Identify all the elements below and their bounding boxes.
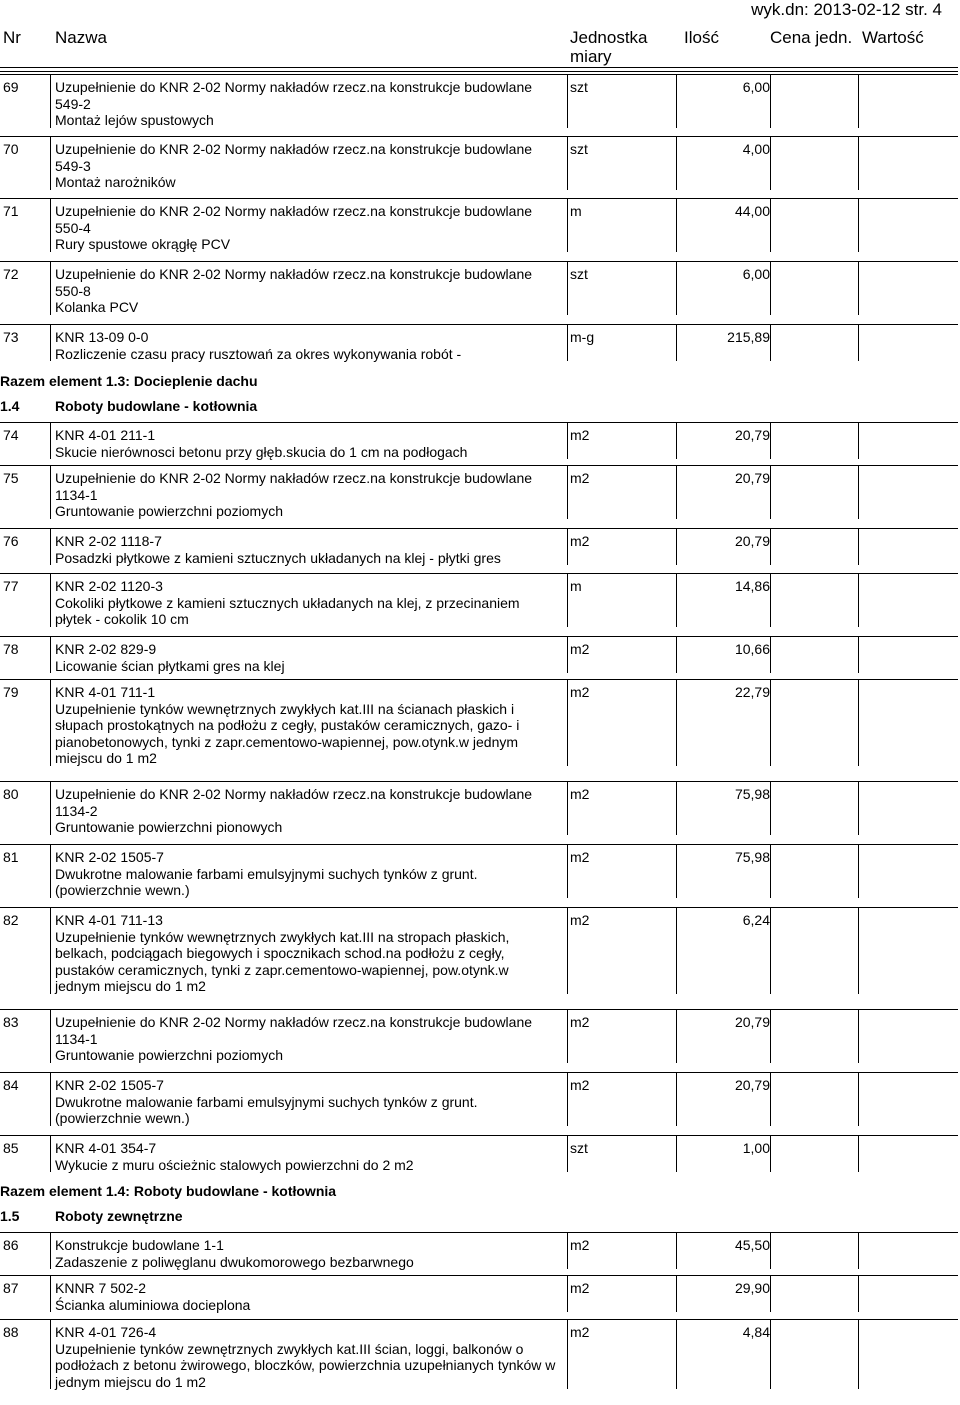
row-quantity: 215,89: [727, 329, 770, 345]
qty-separator: [770, 198, 771, 252]
row-rule: [0, 1275, 958, 1276]
description-line: 550-8: [55, 282, 91, 299]
description-line: płytek - cokolik 10 cm: [55, 611, 189, 627]
description-line: pustaków ceramicznych, tynki z zapr.cementowo-wapiennej, pow.otynk.w: [55, 961, 509, 978]
name-separator: [567, 1232, 568, 1269]
qty-separator: [770, 528, 771, 565]
row-quantity: 45,50: [734, 1237, 770, 1253]
row-unit: szt: [570, 79, 588, 95]
row-quantity: 4,84: [742, 1324, 770, 1340]
section-number: 1.4: [0, 398, 20, 414]
row-description: [55, 470, 570, 520]
qty-separator: [770, 1275, 771, 1312]
description-line: Dwukrotne malowanie farbami emulsyjnymi suchych tynków z grunt.: [55, 865, 478, 882]
row-rule: [0, 636, 958, 637]
price-separator: [858, 1275, 859, 1312]
row-description: [55, 533, 570, 566]
description-line: miejscu do 1 m2: [55, 750, 157, 766]
description-line: Licowanie ścian płytkami gres na klej: [55, 657, 285, 674]
price-separator: [858, 636, 859, 673]
description-line: Cokoliki płytkowe z kamieni sztucznych układanych na klej, z przecinaniem: [55, 594, 520, 611]
qty-separator: [770, 1232, 771, 1269]
price-separator: [858, 1135, 859, 1172]
row-nr: 73: [3, 329, 19, 345]
row-unit: m2: [570, 470, 590, 486]
row-nr: 85: [3, 1140, 19, 1156]
name-separator: [567, 1319, 568, 1389]
description-line: Uzupełnienie tynków wewnętrznych zwykłych kat.III na stropach płaskich,: [55, 928, 510, 945]
row-description: [55, 1237, 570, 1270]
name-separator: [567, 844, 568, 898]
section-text: Razem element 1.3: Docieplenie dachu: [0, 373, 258, 389]
section-text: Roboty budowlane - kotłownia: [55, 398, 258, 414]
section-heading: [0, 398, 257, 414]
row-nr: 82: [3, 912, 19, 928]
description-line: Gruntowanie powierzchni poziomych: [55, 1047, 283, 1063]
row-rule: [0, 324, 958, 325]
unit-separator: [676, 198, 677, 252]
description-line: Rozliczenie czasu pracy rusztowań za okres wykonywania robót -: [55, 345, 462, 362]
row-nr: 86: [3, 1237, 19, 1253]
description-line: (powierzchnie wewn.): [55, 882, 190, 898]
row-rule: [0, 1072, 958, 1073]
row-quantity: 29,90: [734, 1280, 770, 1296]
row-description: [55, 79, 570, 129]
row-unit: m: [570, 578, 582, 594]
row-rule: [0, 198, 958, 199]
description-line: belkach, podciągach biegowych i spocznikach schod.na podłożu z cegły,: [55, 945, 505, 961]
name-separator: [567, 907, 568, 994]
row-rule: [0, 844, 958, 845]
name-separator: [567, 528, 568, 565]
nr-separator: [50, 324, 51, 361]
row-rule: [0, 1009, 958, 1010]
name-separator: [567, 1009, 568, 1063]
row-quantity: 20,79: [734, 1077, 770, 1093]
qty-separator: [770, 573, 771, 627]
row-rule: [0, 1319, 958, 1320]
unit-separator: [676, 1319, 677, 1389]
description-line: słupach prostokątnych na podłożu z cegły, pustaków ceramicznych, gazo- i: [55, 717, 520, 733]
row-description: [55, 1324, 570, 1390]
unit-separator: [676, 1232, 677, 1269]
col-wartosc: Wartość: [862, 28, 924, 47]
qty-separator: [770, 679, 771, 766]
nr-separator: [50, 781, 51, 835]
unit-separator: [676, 528, 677, 565]
nr-separator: [50, 573, 51, 627]
row-unit: m2: [570, 1077, 590, 1093]
description-line: Gruntowanie powierzchni poziomych: [55, 503, 283, 519]
row-nr: 84: [3, 1077, 19, 1093]
description-line: KNR 13-09 0-0: [55, 329, 149, 345]
unit-separator: [676, 636, 677, 673]
description-line: Montaż narożników: [55, 174, 176, 190]
row-quantity: 6,00: [742, 79, 770, 95]
row-nr: 71: [3, 203, 19, 219]
name-separator: [567, 261, 568, 315]
description-line: Montaż lejów spustowych: [55, 112, 214, 128]
price-separator: [858, 74, 859, 128]
row-quantity: 6,24: [742, 912, 770, 928]
price-separator: [858, 679, 859, 766]
section-number: 1.5: [0, 1208, 20, 1224]
unit-separator: [676, 1009, 677, 1063]
description-line: Uzupełnienie do KNR 2-02 Normy nakładów rzecz.na konstrukcje budowlane: [55, 1014, 533, 1030]
description-line: Ścianka aluminiowa docieplona: [55, 1296, 251, 1313]
row-description: [55, 329, 570, 362]
col-nazwa: Nazwa: [55, 28, 107, 47]
row-nr: 77: [3, 578, 19, 594]
price-separator: [858, 1072, 859, 1126]
row-nr: 87: [3, 1280, 19, 1296]
row-description: [55, 1077, 570, 1127]
price-separator: [858, 422, 859, 459]
section-text: Roboty zewnętrzne: [55, 1208, 183, 1224]
name-separator: [567, 636, 568, 673]
qty-separator: [770, 1135, 771, 1172]
description-line: (powierzchnie wewn.): [55, 1110, 190, 1126]
qty-separator: [770, 1319, 771, 1389]
description-line: Dwukrotne malowanie farbami emulsyjnymi suchych tynków z grunt.: [55, 1093, 478, 1110]
nr-separator: [50, 907, 51, 994]
description-line: KNR 2-02 1118-7: [55, 533, 162, 549]
name-separator: [567, 74, 568, 128]
row-unit: szt: [570, 141, 588, 157]
price-separator: [858, 261, 859, 315]
nr-separator: [50, 198, 51, 252]
row-quantity: 75,98: [734, 786, 770, 802]
description-line: KNR 2-02 1505-7: [55, 849, 164, 865]
row-unit: m2: [570, 1324, 590, 1340]
description-line: KNR 2-02 1505-7: [55, 1077, 164, 1093]
description-line: Rury spustowe okrągłę PCV: [55, 236, 231, 252]
row-nr: 70: [3, 141, 19, 157]
price-separator: [858, 1319, 859, 1389]
nr-separator: [50, 136, 51, 190]
unit-separator: [676, 907, 677, 994]
description-line: Gruntowanie powierzchni pionowych: [55, 819, 283, 835]
row-rule: [0, 465, 958, 466]
unit-separator: [676, 1072, 677, 1126]
description-line: 1134-2: [55, 802, 98, 819]
price-separator: [858, 198, 859, 252]
row-unit: m: [570, 203, 582, 219]
row-unit: m2: [570, 684, 590, 700]
name-separator: [567, 465, 568, 519]
unit-separator: [676, 324, 677, 361]
price-separator: [858, 844, 859, 898]
row-description: [55, 641, 570, 674]
unit-separator: [676, 136, 677, 190]
description-line: Uzupełnienie tynków wewnętrznych zwykłych kat.III na ścianach płaskich i: [55, 700, 515, 717]
description-line: Kolanka PCV: [55, 299, 139, 315]
col-nr: Nr: [3, 28, 21, 47]
description-line: podłożach z betonu żwirowego, bloczków, powierzchnia uzupełnianych tynków w: [55, 1357, 556, 1373]
nr-separator: [50, 1232, 51, 1269]
unit-separator: [676, 573, 677, 627]
row-rule: [0, 781, 958, 782]
name-separator: [567, 781, 568, 835]
description-line: Wykucie z muru ościeżnic stalowych powierzchni do 2 m2: [55, 1156, 414, 1173]
row-unit: m2: [570, 641, 590, 657]
row-rule: [0, 528, 958, 529]
description-line: KNR 2-02 829-9: [55, 641, 157, 657]
description-line: jednym miejscu do 1 m2: [55, 978, 206, 994]
description-line: Konstrukcje budowlane 1-1: [55, 1237, 224, 1253]
name-separator: [567, 679, 568, 766]
row-description: [55, 786, 570, 836]
qty-separator: [770, 844, 771, 898]
row-nr: 80: [3, 786, 19, 802]
description-line: 549-3: [55, 157, 91, 174]
row-rule: [0, 136, 958, 137]
row-nr: 74: [3, 427, 19, 443]
unit-separator: [676, 844, 677, 898]
unit-separator: [676, 465, 677, 519]
row-quantity: 22,79: [734, 684, 770, 700]
description-line: Posadzki płytkowe z kamieni sztucznych układanych na klej - płytki gres: [55, 549, 501, 566]
row-unit: m2: [570, 1237, 590, 1253]
description-line: Uzupełnienie do KNR 2-02 Normy nakładów rzecz.na konstrukcje budowlane: [55, 203, 533, 219]
nr-separator: [50, 465, 51, 519]
row-rule: [0, 261, 958, 262]
nr-separator: [50, 1275, 51, 1312]
description-line: jednym miejscu do 1 m2: [55, 1373, 206, 1390]
row-nr: 78: [3, 641, 19, 657]
row-unit: m2: [570, 849, 590, 865]
name-separator: [567, 1275, 568, 1312]
price-separator: [858, 465, 859, 519]
nr-separator: [50, 528, 51, 565]
row-unit: m2: [570, 427, 590, 443]
section-heading: [0, 1208, 183, 1224]
description-line: 549-2: [55, 95, 91, 112]
price-separator: [858, 573, 859, 627]
row-description: [55, 578, 570, 628]
row-rule: [0, 1232, 958, 1233]
row-description: [55, 427, 570, 460]
qty-separator: [770, 74, 771, 128]
row-description: [55, 1280, 570, 1313]
row-quantity: 14,86: [734, 578, 770, 594]
description-line: KNR 4-01 211-1: [55, 427, 156, 443]
nr-separator: [50, 679, 51, 766]
row-rule: [0, 573, 958, 574]
row-unit: m2: [570, 1280, 590, 1296]
name-separator: [567, 573, 568, 627]
row-rule: [0, 679, 958, 680]
qty-separator: [770, 422, 771, 459]
nr-separator: [50, 1319, 51, 1389]
name-separator: [567, 1072, 568, 1126]
nr-separator: [50, 261, 51, 315]
name-separator: [567, 324, 568, 361]
header-rule-2: [0, 71, 958, 72]
row-unit: m2: [570, 533, 590, 549]
row-description: [55, 912, 570, 995]
row-rule: [0, 74, 958, 75]
row-quantity: 10,66: [734, 641, 770, 657]
nr-separator: [50, 844, 51, 898]
description-line: Uzupełnienie tynków zewnętrznych zwykłych kat.III ścian, loggi, balkonów o: [55, 1340, 524, 1357]
row-description: [55, 266, 570, 316]
section-total: [0, 1183, 336, 1199]
row-nr: 69: [3, 79, 19, 95]
qty-separator: [770, 465, 771, 519]
qty-separator: [770, 324, 771, 361]
nr-separator: [50, 1135, 51, 1172]
description-line: Uzupełnienie do KNR 2-02 Normy nakładów rzecz.na konstrukcje budowlane: [55, 470, 533, 486]
unit-separator: [676, 422, 677, 459]
row-description: [55, 1014, 570, 1064]
row-quantity: 6,00: [742, 266, 770, 282]
row-quantity: 20,79: [734, 1014, 770, 1030]
description-line: KNR 2-02 1120-3: [55, 578, 163, 594]
row-unit: m2: [570, 1014, 590, 1030]
col-ilosc: Ilość: [684, 28, 719, 47]
row-description: [55, 684, 570, 767]
name-separator: [567, 422, 568, 459]
row-description: [55, 203, 570, 253]
price-separator: [858, 1009, 859, 1063]
nr-separator: [50, 1009, 51, 1063]
description-line: Uzupełnienie do KNR 2-02 Normy nakładów rzecz.na konstrukcje budowlane: [55, 786, 533, 802]
row-nr: 76: [3, 533, 19, 549]
row-quantity: 75,98: [734, 849, 770, 865]
nr-separator: [50, 422, 51, 459]
description-line: KNR 4-01 711-13: [55, 912, 163, 928]
name-separator: [567, 198, 568, 252]
unit-separator: [676, 1275, 677, 1312]
description-line: 550-4: [55, 219, 91, 236]
unit-separator: [676, 74, 677, 128]
header-rule: [0, 67, 958, 68]
unit-separator: [676, 1135, 677, 1172]
row-unit: m2: [570, 912, 590, 928]
nr-separator: [50, 74, 51, 128]
description-line: pianobetonowych, tynki z zapr.cementowo-wapiennej, pow.otynk.w jednym: [55, 733, 519, 750]
qty-separator: [770, 1009, 771, 1063]
col-jednostka: Jednostka miary: [570, 28, 648, 66]
description-line: Uzupełnienie do KNR 2-02 Normy nakładów rzecz.na konstrukcje budowlane: [55, 79, 533, 95]
row-unit: m-g: [570, 329, 595, 345]
row-quantity: 20,79: [734, 470, 770, 486]
description-line: KNR 4-01 354-7: [55, 1140, 157, 1156]
price-separator: [858, 907, 859, 994]
nr-separator: [50, 636, 51, 673]
row-unit: szt: [570, 1140, 588, 1156]
description-line: 1134-1: [55, 1030, 98, 1047]
description-line: 1134-1: [55, 486, 98, 503]
description-line: Zadaszenie z poliwęglanu dwukomorowego bezbarwnego: [55, 1253, 414, 1270]
qty-separator: [770, 136, 771, 190]
row-nr: 72: [3, 266, 19, 282]
section-total: [0, 373, 258, 389]
row-nr: 81: [3, 849, 19, 865]
qty-separator: [770, 907, 771, 994]
price-separator: [858, 781, 859, 835]
description-line: Skucie nierównosci betonu przy głęb.skucia do 1 cm na podłogach: [55, 443, 468, 460]
qty-separator: [770, 261, 771, 315]
row-nr: 83: [3, 1014, 19, 1030]
row-nr: 88: [3, 1324, 19, 1340]
row-nr: 79: [3, 684, 19, 700]
qty-separator: [770, 1072, 771, 1126]
row-description: [55, 141, 570, 191]
page-info: wyk.dn: 2013-02-12 str. 4: [751, 0, 942, 19]
price-separator: [858, 324, 859, 361]
row-quantity: 20,79: [734, 533, 770, 549]
price-separator: [858, 528, 859, 565]
qty-separator: [770, 636, 771, 673]
row-nr: 75: [3, 470, 19, 486]
row-quantity: 44,00: [734, 203, 770, 219]
row-unit: szt: [570, 266, 588, 282]
row-unit: m2: [570, 786, 590, 802]
row-description: [55, 849, 570, 899]
unit-separator: [676, 261, 677, 315]
row-description: [55, 1140, 570, 1173]
description-line: Uzupełnienie do KNR 2-02 Normy nakładów rzecz.na konstrukcje budowlane: [55, 266, 533, 282]
price-separator: [858, 136, 859, 190]
description-line: KNR 4-01 711-1: [55, 684, 156, 700]
unit-separator: [676, 679, 677, 766]
description-line: KNNR 7 502-2: [55, 1280, 147, 1296]
row-rule: [0, 422, 958, 423]
row-quantity: 20,79: [734, 427, 770, 443]
name-separator: [567, 136, 568, 190]
description-line: KNR 4-01 726-4: [55, 1324, 157, 1340]
row-quantity: 1,00: [742, 1140, 770, 1156]
price-separator: [858, 1232, 859, 1269]
row-rule: [0, 907, 958, 908]
row-quantity: 4,00: [742, 141, 770, 157]
row-rule: [0, 1135, 958, 1136]
qty-separator: [770, 781, 771, 835]
unit-separator: [676, 781, 677, 835]
section-text: Razem element 1.4: Roboty budowlane - kotłownia: [0, 1183, 337, 1199]
nr-separator: [50, 1072, 51, 1126]
name-separator: [567, 1135, 568, 1172]
description-line: Uzupełnienie do KNR 2-02 Normy nakładów rzecz.na konstrukcje budowlane: [55, 141, 533, 157]
col-cena: Cena jedn.: [770, 28, 853, 47]
